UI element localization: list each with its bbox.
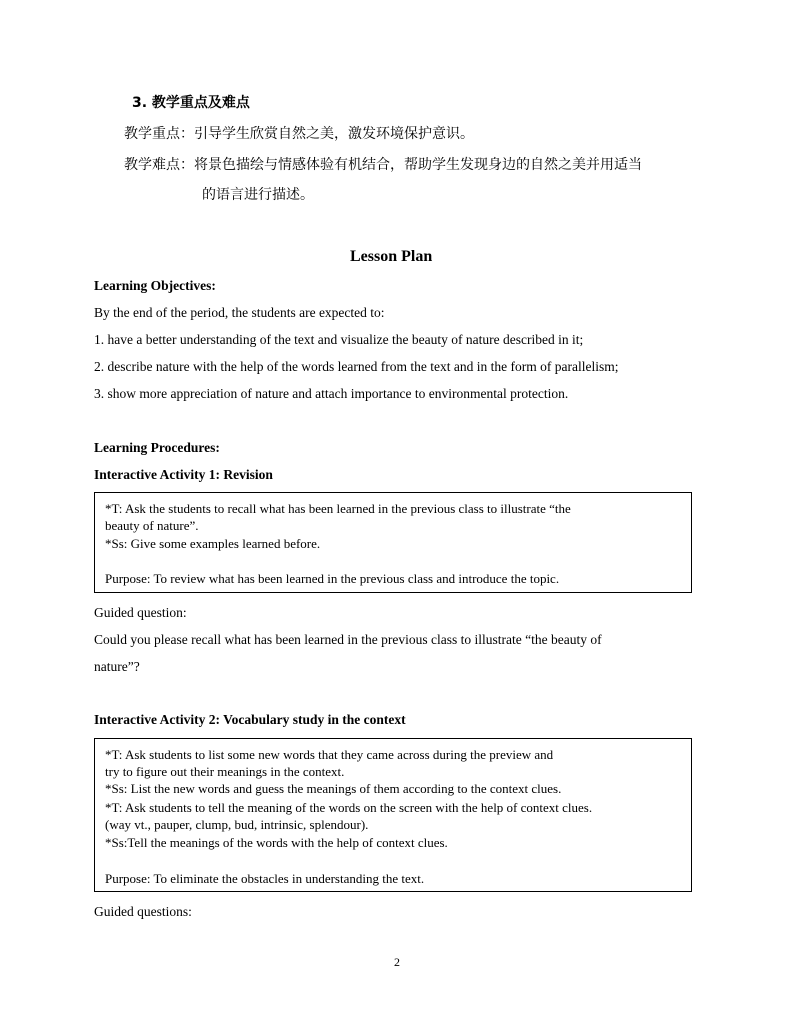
activity1-heading: Interactive Activity 1: Revision	[94, 467, 273, 482]
activity2-box-line: *Ss:Tell the meanings of the words with the help of context clues.	[105, 835, 448, 850]
activity2-box-line: *T: Ask students to list some new words that they came across during the preview and	[105, 747, 554, 762]
objective-item: 2. describe nature with the help of the words learned from the text and in the form of parallelism;	[94, 359, 619, 374]
objectives-heading: Learning Objectives:	[94, 278, 216, 293]
activity1-guided-question-continued: nature”?	[94, 659, 140, 674]
activity1-box	[94, 492, 692, 593]
activity1-guided-question: Could you please recall what has been learned in the previous class to illustrate “the beauty of	[94, 632, 602, 647]
activity2-box-line: try to figure out their meanings in the context.	[105, 764, 345, 779]
page-number: 2	[394, 955, 400, 969]
section-heading: 3. 教学重点及难点	[132, 95, 250, 111]
activity2-box-line: *T: Ask students to tell the meaning of the words on the screen with the help of context clues.	[105, 800, 593, 815]
activity2-box	[94, 738, 692, 892]
activity2-purpose: Purpose: To eliminate the obstacles in understanding the text.	[105, 871, 425, 886]
activity2-guided-label: Guided questions:	[94, 904, 192, 919]
key-point-text: 教学重点：引导学生欣赏自然之美，激发环境保护意识。	[124, 126, 474, 142]
activity2-heading: Interactive Activity 2: Vocabulary study in the context	[94, 712, 406, 727]
activity1-box-line: beauty of nature”.	[105, 518, 199, 533]
lesson-plan-title: Lesson Plan	[350, 248, 433, 265]
activity2-box-line: *Ss: List the new words and guess the meanings of them according to the context clues.	[105, 781, 562, 796]
objective-item: 3. show more appreciation of nature and attach importance to environmental protection.	[94, 386, 569, 401]
activity1-box-line: *Ss: Give some examples learned before.	[105, 536, 321, 551]
objective-item: 1. have a better understanding of the text and visualize the beauty of nature described in it;	[94, 332, 584, 347]
procedures-heading: Learning Procedures:	[94, 440, 220, 455]
difficult-point-text-continued: 的语言进行描述。	[202, 187, 314, 203]
activity1-guided-label: Guided question:	[94, 605, 187, 620]
activity2-box-line: (way vt., pauper, clump, bud, intrinsic, splendour).	[105, 817, 369, 832]
activity1-box-line: *T: Ask the students to recall what has been learned in the previous class to illustrate “the	[105, 501, 571, 516]
activity1-purpose: Purpose: To review what has been learned in the previous class and introduce the topic.	[105, 571, 560, 586]
difficult-point-text: 教学难点：将景色描绘与情感体验有机结合，帮助学生发现身边的自然之美并用适当	[124, 157, 642, 173]
objectives-intro: By the end of the period, the students are expected to:	[94, 305, 385, 320]
